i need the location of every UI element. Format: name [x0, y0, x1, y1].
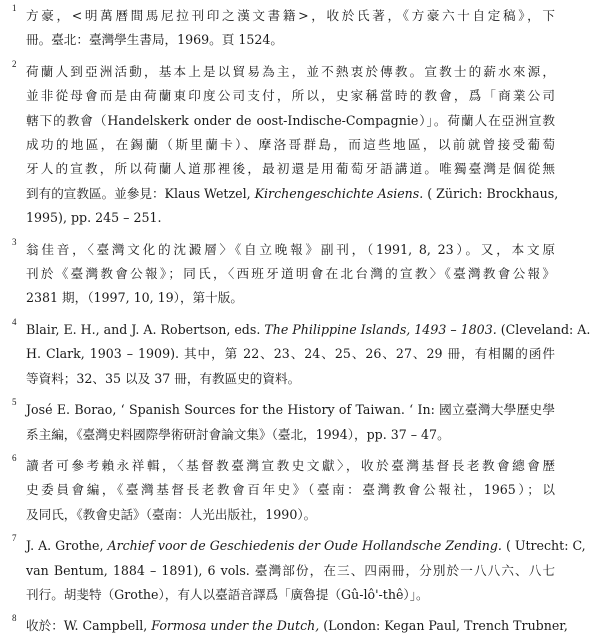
text-run: 收於：W. Campbell, [26, 618, 152, 634]
footnote-5 [12, 398, 555, 447]
text-run: 等資料；32、35 以及 37 冊，有教區史的資料。 [26, 370, 301, 386]
text-run: 系主編，《臺灣史料國際學術研討會論文集》（臺北，1994），pp. 37 – 47。 [26, 426, 450, 442]
footnote-line [26, 84, 555, 108]
footnote-2 [12, 58, 559, 231]
footnote-line [26, 503, 555, 527]
footnote-number: 6 [12, 452, 17, 463]
text-run: 及同氏，《教會史話》（臺南：人光出版社，1990）。 [26, 506, 317, 522]
footnote-line [26, 342, 555, 366]
footnote-line [26, 109, 555, 133]
footnote-number: 2 [12, 58, 17, 69]
footnote-line [26, 367, 555, 391]
text-run: 到有的宣教區。並參見：Klaus Wetzel, [26, 185, 255, 201]
footnote-line [26, 318, 590, 342]
footnote-line [26, 478, 555, 502]
text-run: (London: Kegan Paul, Trench Trubner, [319, 618, 568, 634]
footnote-7 [12, 533, 586, 607]
footnote-number: 4 [12, 316, 17, 327]
italic-title: Archief voor de Geschiedenis der Oude Hollandsche Zending. [107, 538, 502, 554]
text-run: 方豪，<明萬曆間馬尼拉刊印之漢文書籍>，收於氏著，《方豪六十自定稿》，下 [26, 8, 555, 23]
text-run: 刊行。胡斐特（Grothe），有人以臺語音譯爲「廣魯提（Gû-lô'-thê）」。 [26, 586, 429, 602]
text-run: 冊。臺北：臺灣學生書局，1969。頁 1524。 [26, 32, 284, 48]
text-run: 翁佳音，〈臺灣文化的沈澱層〉《自立晚報》副刊，（1991, 8, 23）。又，本文原 [26, 241, 555, 257]
text-run: 1995), pp. 245 – 251. [26, 210, 162, 226]
footnote-number: 8 [12, 613, 17, 624]
text-run: 轄下的教會（Handelskerk onder de oost-Indische-Compagnie）」。荷蘭人在亞洲宣教 [26, 112, 555, 128]
text-run: José E. Borao, ‘ Spanish Sources for the History of Taiwan. ‘ In: 國立臺灣大學歷史學 [26, 402, 555, 418]
text-run: 牙人的宣教，所以荷蘭人道那裡後，最初還是用葡萄牙語講道。唯獨臺灣是個從無 [26, 161, 555, 177]
text-run: ( Utrecht: C, [501, 538, 586, 554]
text-run: 刊於《臺灣教會公報》；同氏，〈西班牙道明會在北台灣的宣教〉《臺灣教會公報》 [26, 266, 555, 282]
footnote-line [26, 534, 586, 558]
footnote-1 [12, 4, 555, 53]
italic-title: Kirchengeschichte Asiens. [254, 185, 424, 201]
text-run: 荷蘭人到亞洲活動，基本上是以貿易為主，並不熱衷於傳教。宣教士的薪水來源， [26, 63, 555, 79]
footnote-line [26, 398, 555, 422]
footnote-line [26, 4, 555, 28]
footnote-line [26, 60, 555, 84]
footnote-line [26, 28, 555, 52]
text-run: 成功的地區，在錫蘭（斯里蘭卡）、摩洛哥群島，而這些地區，以前就曾接受葡萄 [26, 137, 555, 153]
text-run: J. A. Grothe, [26, 538, 108, 554]
italic-title: Formosa under the Dutch, [151, 618, 320, 634]
text-run: (Cleveland: A. [496, 321, 590, 337]
text-run: H. Clark, 1903 – 1909). 其中，第 22、23、24、25、26、27、29 冊，有相關的函件 [26, 346, 555, 362]
footnote-number: 1 [12, 3, 17, 13]
footnote-line [26, 133, 555, 157]
footnote-line [26, 286, 555, 310]
italic-title: The Philippine Islands, 1493 – 1803. [264, 321, 497, 337]
footnote-3 [12, 238, 555, 311]
footnote-number: 3 [12, 236, 17, 247]
footnote-line [26, 559, 555, 583]
text-run: Blair, E. H., and J. A. Robertson, eds. [26, 321, 265, 337]
text-run: 讀者可參考賴永祥輯，〈基督教臺灣宣教史文獻〉，收於臺灣基督長老教會總會歷 [26, 457, 555, 473]
text-run: 2381 期，（1997, 10, 19），第十版。 [26, 290, 243, 306]
text-run: ( Zürich: Brockhaus, [423, 185, 559, 201]
footnote-line [26, 423, 555, 447]
footnote-number: 5 [12, 397, 17, 408]
text-run: 史委員會編，《臺灣基督長老教會百年史》（臺南：臺灣教會公報社，1965）；以 [26, 482, 555, 498]
footnote-line [26, 238, 555, 262]
footnote-number: 7 [12, 533, 17, 544]
footnote-line [26, 206, 555, 230]
text-run: 並非從母會而是由荷蘭東印度公司支付，所以，史家稱當時的教會，爲「商業公司 [26, 88, 555, 104]
footnote-line [26, 157, 555, 181]
footnote-8 [12, 613, 568, 638]
footnote-4 [12, 316, 590, 391]
footnote-line [26, 583, 555, 607]
footnote-line [26, 182, 559, 206]
footnote-line [26, 614, 568, 638]
footnote-6 [12, 454, 555, 527]
text-run: van Bentum, 1884 – 1891), 6 vols. 臺灣部份，在三、四兩冊，分別於一八八六、八七 [26, 562, 555, 578]
footnote-line [26, 262, 555, 286]
footnote-line [26, 454, 555, 478]
